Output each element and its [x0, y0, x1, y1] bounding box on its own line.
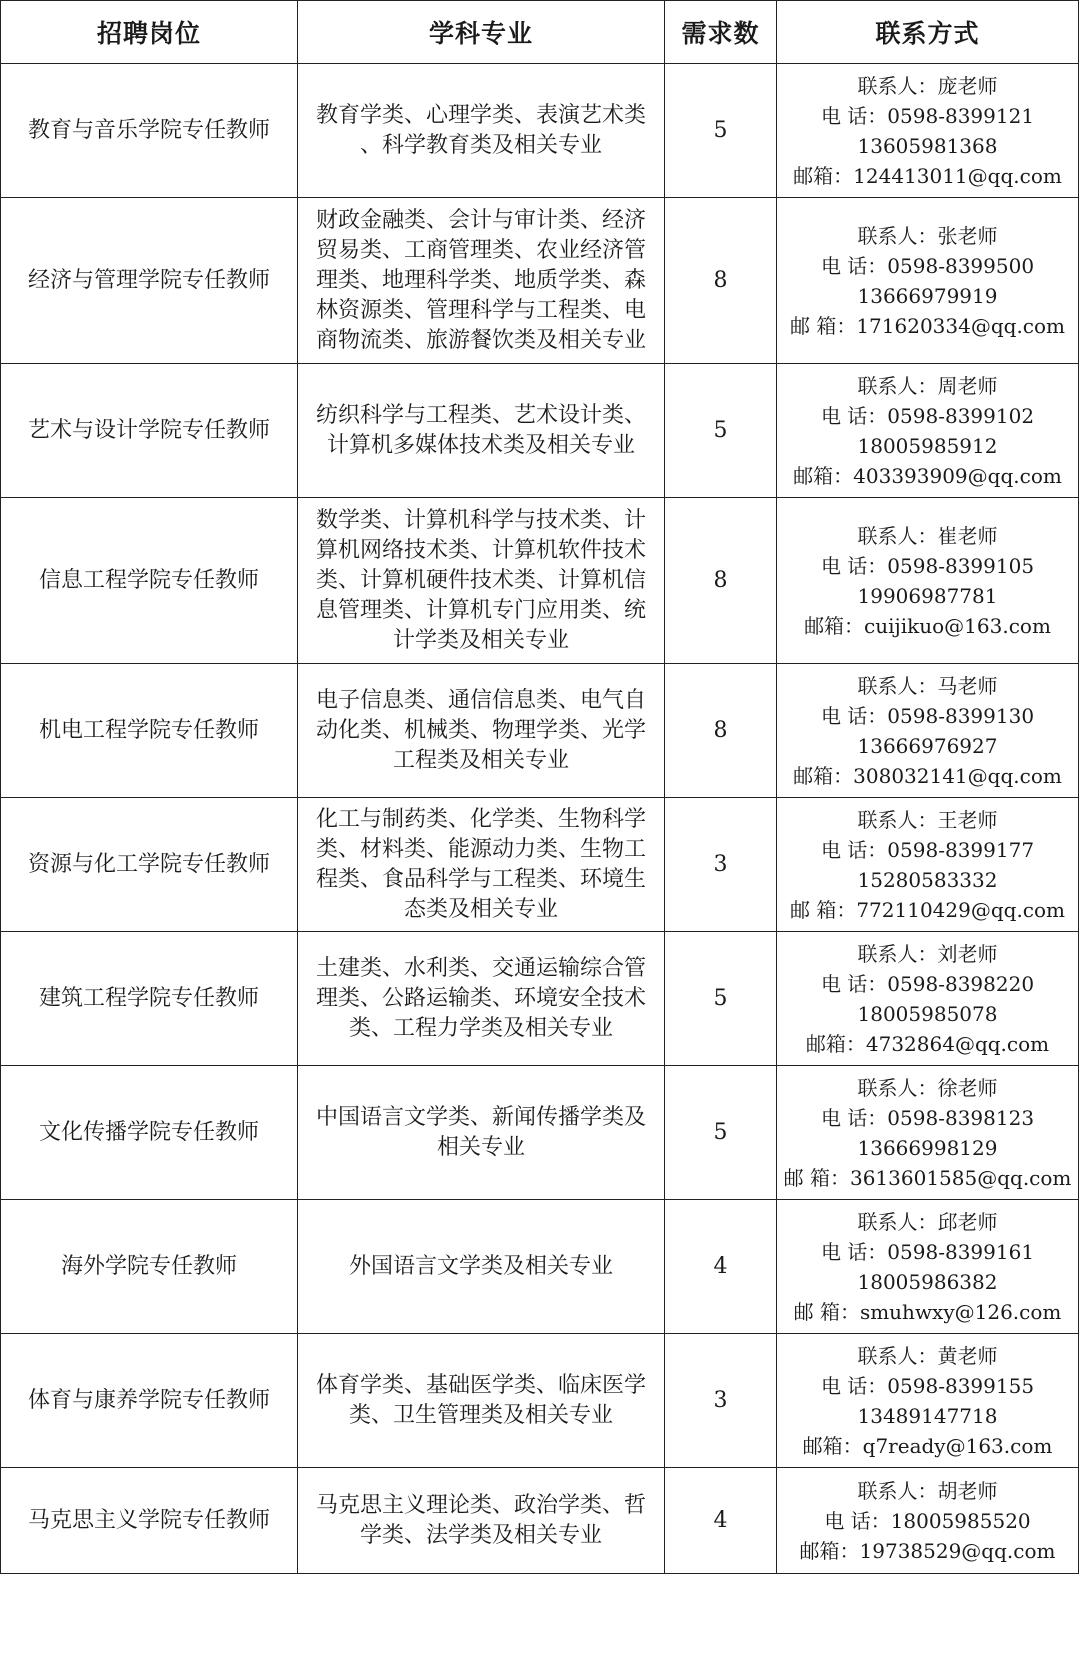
contact-phone: 电 话：0598-8399121 [820, 103, 1035, 128]
contact-phone: 13666998129 [857, 1135, 998, 1160]
contact-email[interactable]: 邮箱：4732864@qq.com [805, 1031, 1050, 1056]
cell-count: 5 [665, 64, 777, 198]
major-line: 态类及相关专业 [403, 896, 558, 922]
table-row [1, 1066, 1079, 1200]
cell-contact [777, 1468, 1079, 1574]
major-line: 计学类及相关专业 [392, 627, 569, 653]
table-row [1, 1200, 1079, 1334]
contact-person: 联系人：周老师 [857, 373, 998, 398]
contact-phone: 电 话：0598-8399130 [820, 703, 1035, 728]
header-post: 招聘岗位 [1, 1, 298, 64]
major-line: 中国语言文学类、新闻传播学类及 [315, 1104, 646, 1130]
cell-major [298, 664, 665, 798]
cell-major [298, 1334, 665, 1468]
contact-email[interactable]: 邮箱：cuijikuo@163.com [804, 613, 1051, 638]
cell-post: 海外学院专任教师 [1, 1200, 298, 1334]
major-line: 财政金融类、会计与审计类、经济 [315, 207, 646, 233]
table-row [1, 664, 1079, 798]
cell-contact [777, 932, 1079, 1066]
cell-major [298, 498, 665, 664]
major-line: 理类、公路运输类、环境安全技术 [315, 985, 646, 1011]
cell-count: 3 [665, 1334, 777, 1468]
major-line: 相关专业 [436, 1134, 525, 1160]
cell-post: 建筑工程学院专任教师 [1, 932, 298, 1066]
cell-contact [777, 64, 1079, 198]
major-line: 马克思主义理论类、政治学类、哲 [315, 1492, 646, 1518]
cell-contact [777, 1200, 1079, 1334]
major-line: 化工与制药类、化学类、生物科学 [315, 806, 646, 832]
table-row [1, 1334, 1079, 1468]
contact-email[interactable]: 邮箱：19738529@qq.com [799, 1538, 1056, 1563]
cell-count: 3 [665, 798, 777, 932]
cell-major [298, 1468, 665, 1574]
major-line: 计算机多媒体技术类及相关专业 [326, 432, 635, 458]
major-line: 动化类、机械类、物理学类、光学 [315, 717, 646, 743]
major-line: 息管理类、计算机专门应用类、统 [315, 597, 646, 623]
major-line: 、科学教育类及相关专业 [359, 132, 602, 158]
contact-email[interactable]: 邮箱：308032141@qq.com [793, 763, 1062, 788]
contact-phone: 19906987781 [857, 583, 998, 608]
cell-contact [777, 1334, 1079, 1468]
header-major: 学科专业 [298, 1, 665, 64]
major-line: 土建类、水利类、交通运输综合管 [315, 955, 646, 981]
cell-contact [777, 664, 1079, 798]
cell-count: 4 [665, 1468, 777, 1574]
cell-post: 体育与康养学院专任教师 [1, 1334, 298, 1468]
contact-person: 联系人：张老师 [857, 223, 998, 248]
contact-person: 联系人：邱老师 [857, 1209, 998, 1234]
table-row [1, 364, 1079, 498]
cell-major [298, 64, 665, 198]
contact-email[interactable]: 邮 箱：171620334@qq.com [789, 313, 1066, 338]
major-line: 数学类、计算机科学与技术类、计 [315, 507, 646, 533]
contact-phone: 电 话：0598-8399102 [820, 403, 1035, 428]
cell-major [298, 798, 665, 932]
major-line: 商物流类、旅游餐饮类及相关专业 [315, 327, 646, 353]
cell-post: 经济与管理学院专任教师 [1, 198, 298, 364]
major-line: 类、计算机硬件技术类、计算机信 [315, 567, 646, 593]
contact-person: 联系人：徐老师 [857, 1075, 998, 1100]
contact-person: 联系人：庞老师 [857, 73, 998, 98]
header-row [1, 1, 1079, 64]
cell-post: 艺术与设计学院专任教师 [1, 364, 298, 498]
table-row [1, 932, 1079, 1066]
cell-post: 信息工程学院专任教师 [1, 498, 298, 664]
cell-count: 8 [665, 498, 777, 664]
major-line: 理类、地理科学类、地质学类、森 [315, 267, 646, 293]
cell-major [298, 932, 665, 1066]
table-row [1, 798, 1079, 932]
table-body [1, 64, 1079, 1574]
contact-phone: 电 话：0598-8399500 [820, 253, 1035, 278]
cell-contact [777, 498, 1079, 664]
major-line: 贸易类、工商管理类、农业经济管 [315, 237, 646, 263]
contact-phone: 电 话：0598-8398220 [820, 971, 1035, 996]
major-line: 林资源类、管理科学与工程类、电 [315, 297, 646, 323]
contact-phone: 18005985078 [857, 1001, 998, 1026]
major-line: 学类、法学类及相关专业 [359, 1522, 602, 1548]
contact-email[interactable]: 邮 箱：772110429@qq.com [789, 897, 1066, 922]
contact-phone: 18005986382 [857, 1269, 998, 1294]
contact-phone: 电 话：0598-8399105 [820, 553, 1035, 578]
major-line: 类、材料类、能源动力类、生物工 [315, 836, 646, 862]
contact-person: 联系人：胡老师 [857, 1478, 998, 1503]
contact-phone: 13489147718 [857, 1403, 998, 1428]
cell-major [298, 1066, 665, 1200]
header-contact: 联系方式 [777, 1, 1079, 64]
cell-count: 5 [665, 1066, 777, 1200]
cell-major [298, 364, 665, 498]
cell-count: 5 [665, 364, 777, 498]
major-line: 纺织科学与工程类、艺术设计类、 [315, 402, 646, 428]
contact-phone: 电 话：18005985520 [824, 1508, 1031, 1533]
cell-count: 4 [665, 1200, 777, 1334]
major-line: 外国语言文学类及相关专业 [348, 1253, 613, 1279]
contact-phone: 电 话：0598-8399161 [820, 1239, 1035, 1264]
major-line: 算机网络技术类、计算机软件技术 [315, 537, 646, 563]
contact-email[interactable]: 邮箱：q7ready@163.com [802, 1433, 1053, 1458]
cell-post: 文化传播学院专任教师 [1, 1066, 298, 1200]
major-line: 体育学类、基础医学类、临床医学 [315, 1372, 646, 1398]
cell-contact [777, 798, 1079, 932]
major-line: 程类、食品科学与工程类、环境生 [315, 866, 646, 892]
major-line: 工程类及相关专业 [392, 747, 569, 773]
contact-person: 联系人：马老师 [857, 673, 998, 698]
contact-phone: 13605981368 [857, 133, 998, 158]
table-row [1, 498, 1079, 664]
contact-phone: 13666976927 [857, 733, 998, 758]
contact-email[interactable]: 邮箱：403393909@qq.com [793, 463, 1062, 488]
cell-contact [777, 364, 1079, 498]
table-row [1, 198, 1079, 364]
major-line: 教育学类、心理学类、表演艺术类 [315, 102, 646, 128]
contact-email[interactable]: 邮 箱：3613601585@qq.com [783, 1165, 1072, 1190]
table-row [1, 64, 1079, 198]
cell-post: 资源与化工学院专任教师 [1, 798, 298, 932]
major-line: 电子信息类、通信信息类、电气自 [315, 687, 646, 713]
table-row [1, 1468, 1079, 1574]
major-line: 类、工程力学类及相关专业 [348, 1015, 613, 1041]
contact-phone: 电 话：0598-8399155 [820, 1373, 1035, 1398]
cell-post: 机电工程学院专任教师 [1, 664, 298, 798]
contact-phone: 18005985912 [857, 433, 998, 458]
cell-count: 8 [665, 664, 777, 798]
major-line: 类、卫生管理类及相关专业 [348, 1402, 613, 1428]
header-count: 需求数 [665, 1, 777, 64]
contact-phone: 13666979919 [857, 283, 998, 308]
cell-count: 8 [665, 198, 777, 364]
cell-contact [777, 1066, 1079, 1200]
cell-post: 教育与音乐学院专任教师 [1, 64, 298, 198]
cell-count: 5 [665, 932, 777, 1066]
cell-contact [777, 198, 1079, 364]
contact-person: 联系人：崔老师 [857, 523, 998, 548]
contact-phone: 15280583332 [857, 867, 998, 892]
contact-person: 联系人：王老师 [857, 807, 998, 832]
cell-major [298, 1200, 665, 1334]
contact-phone: 电 话：0598-8399177 [820, 837, 1035, 862]
contact-phone: 电 话：0598-8398123 [820, 1105, 1035, 1130]
contact-person: 联系人：刘老师 [857, 941, 998, 966]
contact-email[interactable]: 邮箱：124413011@qq.com [793, 163, 1062, 188]
contact-person: 联系人：黄老师 [857, 1343, 998, 1368]
cell-post: 马克思主义学院专任教师 [1, 1468, 298, 1574]
cell-major [298, 198, 665, 364]
contact-email[interactable]: 邮 箱：smuhwxy@126.com [793, 1299, 1062, 1324]
